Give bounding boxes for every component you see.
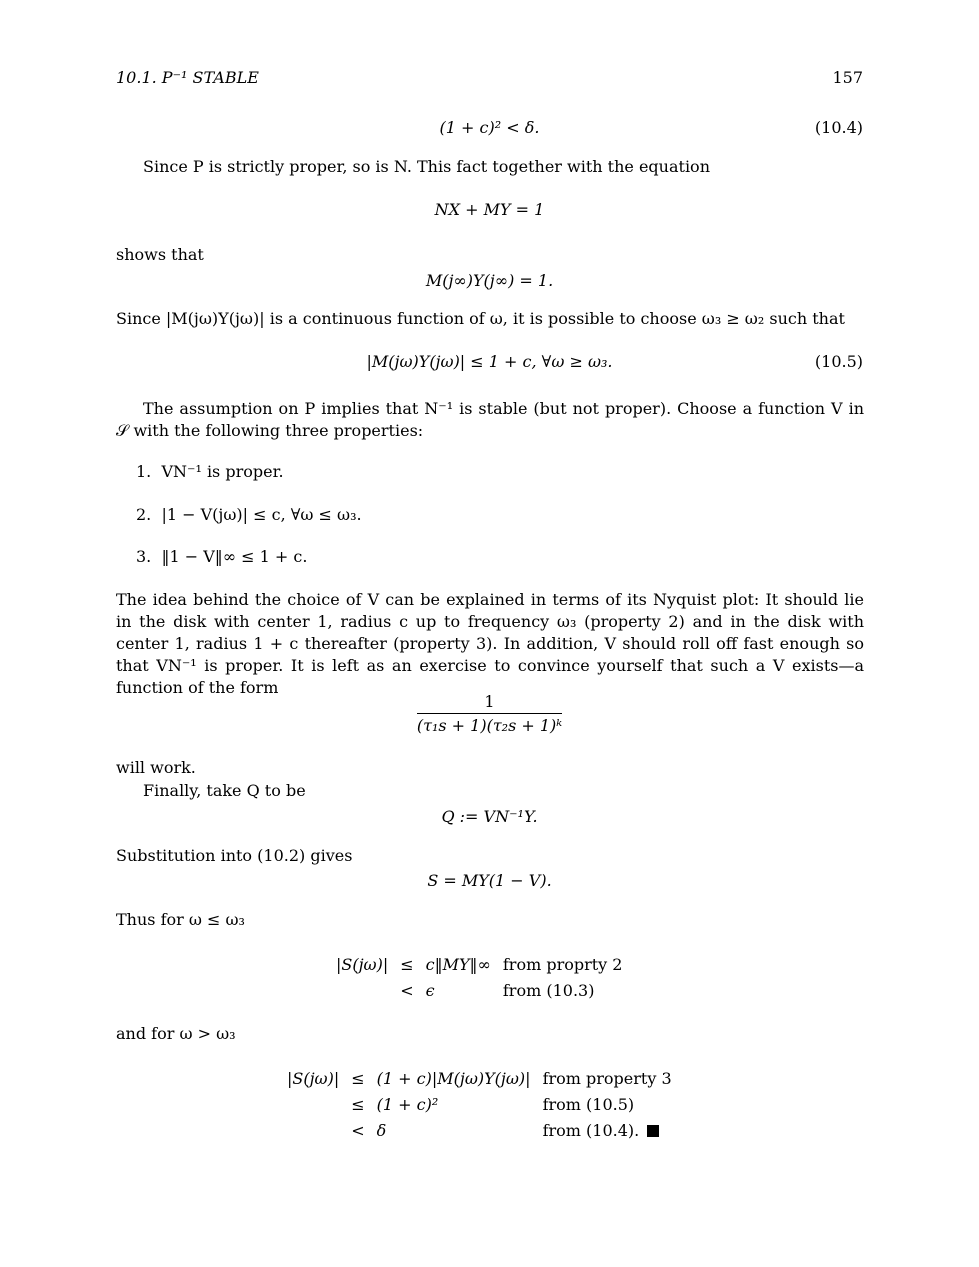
paragraph: The assumption on P implies that N⁻¹ is stable (but not proper). Choose a function V in 𝒮 with the following three properties: bbox=[116, 399, 864, 440]
equation-number-10-4: (10.4) bbox=[814, 118, 863, 137]
list-text: VN⁻¹ is proper. bbox=[161, 462, 284, 481]
equation-row bbox=[281, 1117, 678, 1143]
relation: ≤ bbox=[400, 954, 414, 974]
equation-10-5: |M(jω)Y(jω)| ≤ 1 + c, ∀ω ≥ ω₃. bbox=[366, 352, 613, 371]
lhs bbox=[281, 1117, 345, 1143]
fraction-numerator: 1 bbox=[484, 692, 495, 711]
fraction-equation bbox=[0, 692, 979, 735]
list-number: 1. bbox=[136, 462, 152, 481]
paragraph: The idea behind the choice of V can be explained in terms of its Nyquist plot: It should lie in the disk with center 1, radius c up to frequency ω₃ (property 2) and in the disk with center 1, radius 1 + c thereafter (property 3). In addition, V should roll off fast enough so that VN⁻¹ is proper. It is left as an exercise to convince yourself that such a V exists—a function of the form bbox=[116, 590, 864, 697]
paragraph: shows that bbox=[116, 245, 204, 264]
note: from (10.5) bbox=[542, 1094, 635, 1114]
equation-m-infinity: M(j∞)Y(j∞) = 1. bbox=[425, 271, 554, 290]
list-number: 2. bbox=[136, 505, 152, 524]
lhs: |S(jω)| bbox=[287, 1068, 340, 1088]
relation: ≤ bbox=[351, 1068, 365, 1088]
equation-10-4: (1 + c)² < δ. bbox=[439, 118, 540, 137]
rhs: (1 + c)|M(jω)Y(jω)| bbox=[376, 1068, 531, 1088]
equation-row bbox=[330, 977, 628, 1003]
fraction-denominator: (τ₁s + 1)(τ₂s + 1)ᵏ bbox=[417, 713, 562, 735]
equation-row bbox=[281, 1065, 678, 1091]
equation-row bbox=[330, 951, 628, 977]
note: from (10.3) bbox=[502, 980, 595, 1000]
paragraph: Since |M(jω)Y(jω)| is a continuous function of ω, it is possible to choose ω₃ ≥ ω₂ such that bbox=[116, 309, 845, 328]
lhs: |S(jω)| bbox=[336, 954, 389, 974]
relation: ≤ bbox=[351, 1094, 365, 1114]
equation-nx-my: NX + MY = 1 bbox=[434, 200, 545, 219]
note: from proprty 2 bbox=[502, 954, 623, 974]
paragraph: Thus for ω ≤ ω₃ bbox=[116, 910, 245, 929]
rhs: δ bbox=[376, 1120, 387, 1140]
list-text: |1 − V(jω)| ≤ c, ∀ω ≤ ω₃. bbox=[161, 505, 362, 524]
list-item bbox=[136, 505, 362, 524]
qed-square-icon bbox=[647, 1125, 659, 1137]
equation-q: Q := VN⁻¹Y. bbox=[441, 807, 538, 826]
equation-number-10-5: (10.5) bbox=[814, 352, 863, 371]
relation: < bbox=[351, 1120, 365, 1140]
note bbox=[537, 1117, 678, 1143]
rhs: ϵ bbox=[425, 980, 435, 1000]
lhs bbox=[281, 1091, 345, 1117]
paragraph: Finally, take Q to be bbox=[143, 781, 306, 800]
lhs bbox=[330, 977, 394, 1003]
page-number: 157 bbox=[832, 68, 863, 87]
list-item bbox=[136, 547, 307, 566]
paragraph: Since P is strictly proper, so is N. This fact together with the equation bbox=[143, 157, 710, 176]
paragraph: will work. bbox=[116, 758, 196, 777]
aligned-inequalities-2 bbox=[281, 1065, 678, 1143]
rhs: (1 + c)² bbox=[376, 1094, 439, 1114]
paragraph: Substitution into (10.2) gives bbox=[116, 846, 353, 865]
list-number: 3. bbox=[136, 547, 152, 566]
equation-row bbox=[281, 1091, 678, 1117]
note-text: from (10.4). bbox=[542, 1120, 640, 1140]
list-item bbox=[136, 462, 284, 481]
equation-s: S = MY(1 − V). bbox=[427, 871, 552, 890]
list-text: ‖1 − V‖∞ ≤ 1 + c. bbox=[161, 547, 308, 566]
running-header: 10.1. P⁻¹ STABLE bbox=[116, 68, 259, 87]
relation: < bbox=[400, 980, 414, 1000]
paragraph: and for ω > ω₃ bbox=[116, 1024, 236, 1043]
rhs: c‖MY‖∞ bbox=[425, 954, 491, 974]
note: from property 3 bbox=[542, 1068, 672, 1088]
aligned-inequalities-1 bbox=[330, 951, 628, 1003]
